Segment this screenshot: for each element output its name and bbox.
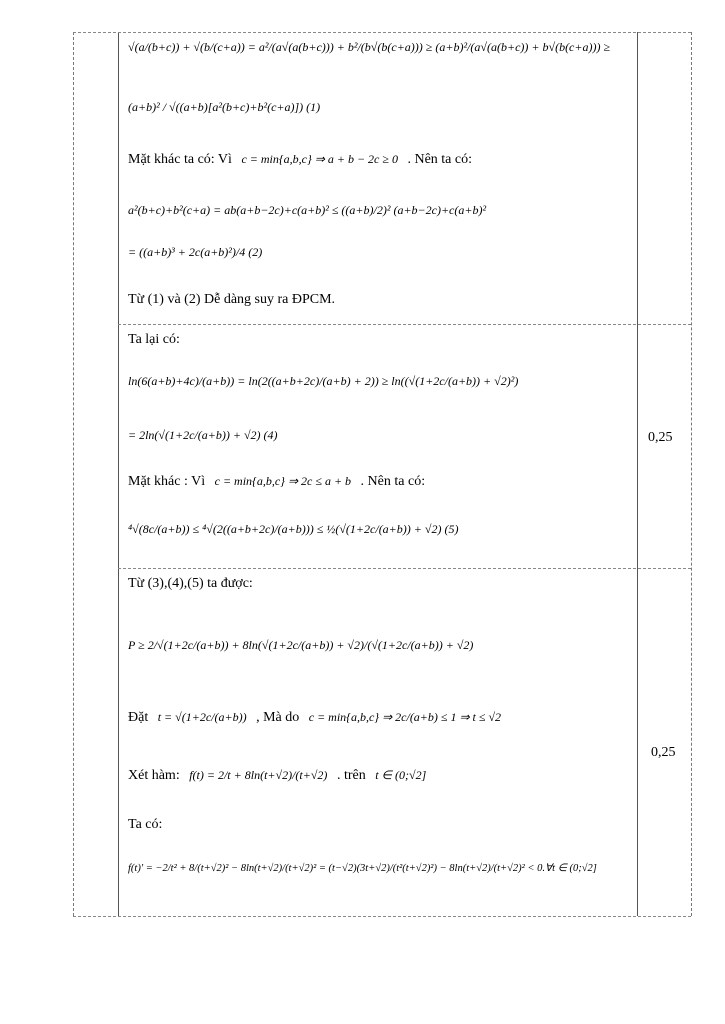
text-segment: Mặt khác ta có: Vì xyxy=(128,152,232,167)
table-border-right xyxy=(691,32,692,916)
score-cell: 0,25 xyxy=(651,745,676,760)
inline-math: c = min{a,b,c} ⇒ a + b − 2c ≥ 0 xyxy=(241,152,398,166)
text-line-14 xyxy=(128,710,501,726)
inline-math: t = √(1+2c/(a+b)) xyxy=(157,710,247,724)
table-column-divider xyxy=(637,32,638,916)
row-divider xyxy=(118,568,691,569)
text-line-3 xyxy=(128,152,472,168)
inline-math: t ∈ (0;√2] xyxy=(375,768,427,782)
equation-line-1: √(a/(b+c)) + √(b/(c+a)) = a²/(a√(a(b+c))) + b²/(b√(b(c+a))) ≥ (a+b)²/(a√(a(b+c)) + b√(b(c+a))) ≥ xyxy=(128,40,611,54)
text-segment: Xét hàm: xyxy=(128,768,180,783)
text-line-16: Ta có: xyxy=(128,817,163,832)
table-border-left xyxy=(73,32,74,916)
score-cell: 0,25 xyxy=(648,430,673,445)
equation-line-8: ln(6(a+b)+4c)/(a+b)) = ln(2((a+b+2c)/(a+b) + 2)) ≥ ln((√(1+2c/(a+b)) + √2)²) xyxy=(128,374,519,388)
equation-line-17: f(t)' = −2/t² + 8/(t+√2)² − 8ln(t+√2)/(t+√2)² = (t−√2)(3t+√2)/(t²(t+√2)²) − 8ln(t+√2)/(t+√2)² < 0.∀t ∈ (0;√2] xyxy=(128,863,597,874)
equation-line-13: P ≥ 2/√(1+2c/(a+b)) + 8ln(√(1+2c/(a+b)) + √2)/(√(1+2c/(a+b)) + √2) xyxy=(128,638,474,652)
text-segment: , Mà do xyxy=(256,710,300,725)
text-line-7: Ta lại có: xyxy=(128,332,180,347)
inline-math: f(t) = 2/t + 8ln(t+√2)/(t+√2) xyxy=(189,768,328,782)
text-line-12: Từ (3),(4),(5) ta được: xyxy=(128,576,253,591)
equation-line-11: ⁴√(8c/(a+b)) ≤ ⁴√(2((a+b+2c)/(a+b))) ≤ ½(√(1+2c/(a+b)) + √2) (5) xyxy=(128,522,459,536)
text-segment: . Nên ta có: xyxy=(360,474,426,489)
text-segment: Đặt xyxy=(128,710,149,725)
equation-line-4: a²(b+c)+b²(c+a) = ab(a+b−2c)+c(a+b)² ≤ ((a+b)/2)² (a+b−2c)+c(a+b)² xyxy=(128,203,487,217)
text-line-6: Từ (1) và (2) Dễ dàng suy ra ĐPCM. xyxy=(128,292,336,307)
table-bottom-border xyxy=(73,916,691,917)
equation-line-2: (a+b)² / √((a+b)[a²(b+c)+b²(c+a)]) (1) xyxy=(128,100,321,114)
row-divider xyxy=(118,324,691,325)
equation-line-9: = 2ln(√(1+2c/(a+b)) + √2) (4) xyxy=(128,428,278,442)
text-line-10 xyxy=(128,474,425,490)
equation-line-5: = ((a+b)³ + 2c(a+b)²)/4 (2) xyxy=(128,245,263,259)
inline-math: c = min{a,b,c} ⇒ 2c/(a+b) ≤ 1 ⇒ t ≤ √2 xyxy=(308,710,502,724)
inline-math: c = min{a,b,c} ⇒ 2c ≤ a + b xyxy=(214,474,352,488)
table-column-divider xyxy=(118,32,119,916)
text-segment: . trên xyxy=(336,768,366,783)
table-top-border xyxy=(73,32,691,33)
text-segment: Mặt khác : Vì xyxy=(128,474,206,489)
text-segment: . Nên ta có: xyxy=(407,152,472,167)
text-line-15 xyxy=(128,768,426,784)
